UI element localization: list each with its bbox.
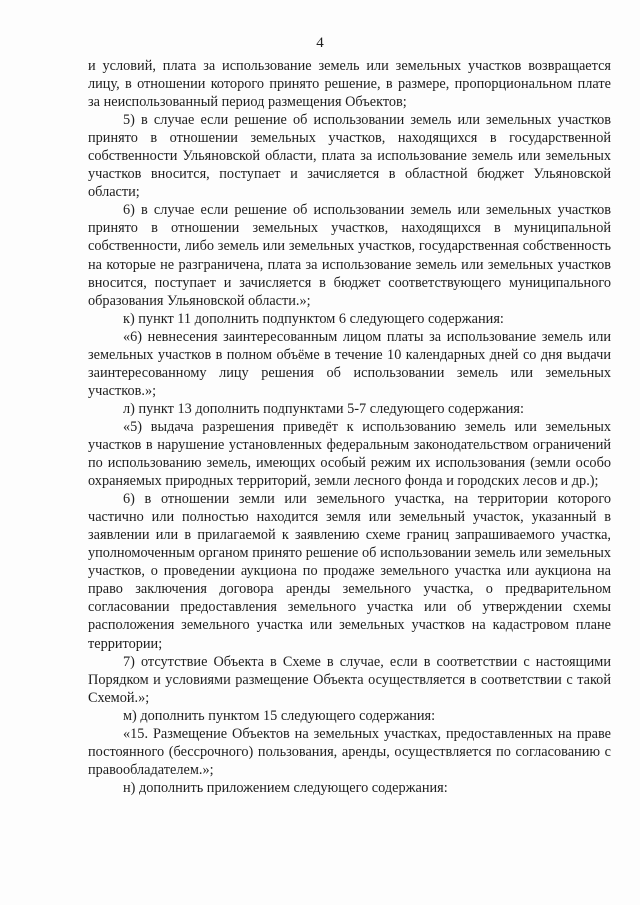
paragraph-quote-5-restrictions: «5) выдача разрешения приведёт к использованию земель или земельных участков в нарушение установленных федеральным законодательством ограничений по использованию земель, имеющих особый режим их использования (земли особо охраняемых природных территорий, земли лесного фонда и городских лесов и др.); — [88, 418, 611, 490]
paragraph-quote-15-placement: «15. Размещение Объектов на земельных участках, предоставленных на праве постоянного (бессрочного) пользования, аренды, осуществляется по согласованию с правообладателем.»; — [88, 725, 611, 778]
paragraph-item-k: к) пункт 11 дополнить подпунктом 6 следующего содержания: — [123, 310, 504, 327]
paragraph-subitem-6-prior-decision: 6) в отношении земли или земельного участка, на территории которого частично или полностью находится земля или земельный участок, указанный в заявлении или в прилагаемой к заявлению схеме границ запрашиваемого участка, уполномоченным органом принято решение об использовании земель или земельных участков, о проведении аукциона по продаже земельного участка или аукциона на право заключения договора аренды земельного участка, о предварительном согласовании предоставления земельного участка или об утверждении схемы расположения земельного участка или земельных участков на кадастровом плане территории; — [88, 491, 611, 652]
paragraph-item-l: л) пункт 13 дополнить подпунктами 5-7 следующего содержания: — [123, 400, 524, 417]
paragraph-subitem-7-scheme: 7) отсутствие Объекта в Схеме в случае, если в соответствии с настоящими Порядком и условиями размещение Объекта осуществляется в соответствии с такой Схемой.»; — [88, 653, 611, 706]
paragraph-continuation: и условий, плата за использование земель или земельных участков возвращается лицу, в отношении которого принято решение, в размере, пропорциональном плате за неиспользованный период размещения Объектов; — [88, 58, 611, 111]
paragraph-subitem-5-state-property: 5) в случае если решение об использовании земель или земельных участков принято в отношении земельных участков, находящихся в государственной собственности Ульяновской области, плата за использование земель или земельных участков вносится, поступает и зачисляется в областной бюджет Ульяновской области; — [88, 112, 611, 201]
paragraph-subitem-6-municipal-property: 6) в случае если решение об использовании земель или земельных участков принято в отношении земельных участков, находящихся в муниципальной собственности, либо земель или земельных участков, государственная собственность на которые не разграничена, плата за использование земель или земельных участков вносится, поступает и зачисляется в бюджет соответствующего муниципального образования Ульяновской области.»; — [88, 202, 611, 309]
document-body — [88, 57, 611, 797]
paragraph-item-m: м) дополнить пунктом 15 следующего содержания: — [123, 707, 436, 724]
paragraph-item-n: н) дополнить приложением следующего содержания: — [123, 779, 448, 796]
page-number: 4 — [316, 35, 324, 51]
paragraph-quote-6-nonpayment: «6) невнесения заинтересованным лицом платы за использование земель или земельных участков в полном объёме в течение 10 календарных дней со дня выдачи заинтересованному лицу решения об использовании земель или земельных участков.»; — [88, 328, 611, 399]
